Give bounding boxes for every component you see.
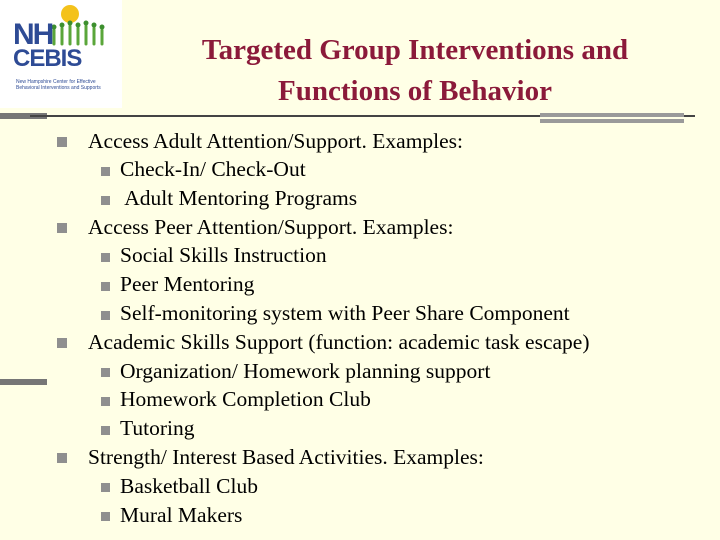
sub-list-item: Adult Mentoring Programs <box>120 186 358 210</box>
logo-nh-text: NH <box>13 18 53 51</box>
bullet-square-icon <box>57 338 67 348</box>
logo-cebis-text: CEBIS <box>13 45 82 72</box>
bullet-square-icon <box>101 253 110 262</box>
list-item: Strength/ Interest Based Activities. Examples: <box>88 445 484 469</box>
sub-list-item: Organization/ Homework planning support <box>120 359 491 383</box>
bullet-square-icon <box>101 311 110 320</box>
sub-list-item: Self-monitoring system with Peer Share Component <box>120 301 570 325</box>
bullet-square-icon <box>57 223 67 233</box>
sub-list-item: Check-In/ Check-Out <box>120 157 306 181</box>
bullet-square-icon <box>101 167 110 176</box>
sub-list-item: Basketball Club <box>120 474 258 498</box>
slide-title-line-1: Targeted Group Interventions and <box>201 34 629 66</box>
list-item: Access Peer Attention/Support. Examples: <box>88 215 454 239</box>
sub-list-item: Tutoring <box>120 416 195 440</box>
logo-tagline: New Hampshire Center for Effective Behavioral Interventions and Supports <box>16 79 101 91</box>
bullet-square-icon <box>57 137 67 147</box>
bullet-square-icon <box>57 453 67 463</box>
list-item: Academic Skills Support (function: academic task escape) <box>88 330 590 354</box>
bullet-square-icon <box>101 196 110 205</box>
bullet-square-icon <box>101 282 110 291</box>
slide-title-line-2: Functions of Behavior <box>278 75 552 107</box>
bullet-square-icon <box>101 426 110 435</box>
sub-list-item: Peer Mentoring <box>120 272 255 296</box>
sub-list-item: Social Skills Instruction <box>120 243 327 267</box>
bullet-square-icon <box>101 512 110 521</box>
bullet-square-icon <box>101 368 110 377</box>
list-item: Access Adult Attention/Support. Examples: <box>88 129 464 153</box>
sub-list-item: Homework Completion Club <box>120 387 371 411</box>
bullet-square-icon <box>101 397 110 406</box>
bullet-square-icon <box>101 483 110 492</box>
sub-list-item: Mural Makers <box>120 503 243 527</box>
